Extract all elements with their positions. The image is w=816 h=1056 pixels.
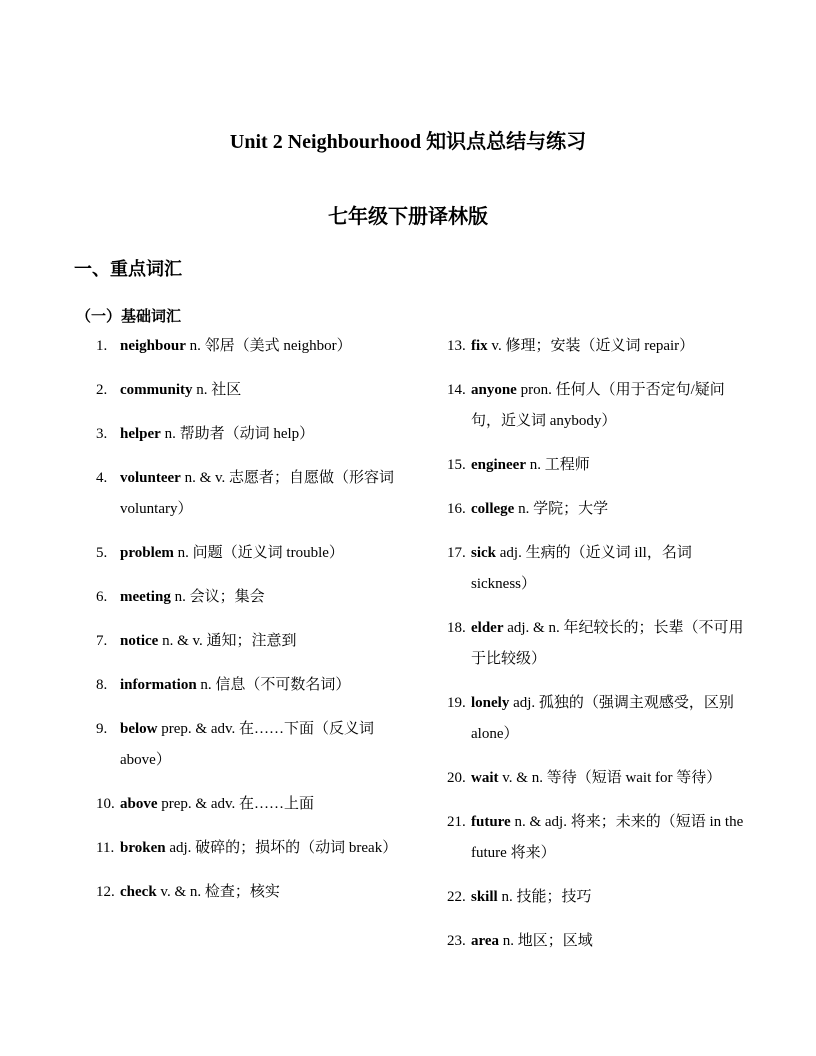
vocab-definition: adj. 孤独的（强调主观感受，区别 alone） — [471, 695, 734, 742]
vocab-word: helper — [120, 426, 161, 442]
vocab-number: 3. — [96, 426, 108, 442]
vocab-number: 19. — [447, 695, 466, 711]
vocab-definition: n. 问题（近义词 trouble） — [173, 545, 344, 561]
vocab-definition: n. & v. 志愿者；自愿做（形容词 voluntary） — [120, 470, 395, 517]
vocab-definition: n. 工程师 — [525, 457, 590, 473]
vocab-item — [96, 582, 406, 613]
vocab-number: 6. — [96, 589, 108, 605]
vocab-item — [96, 789, 406, 820]
vocab-item — [447, 688, 747, 750]
vocab-word: anyone — [471, 382, 517, 398]
vocab-number: 16. — [447, 501, 466, 517]
vocab-definition: v. & n. 检查；核实 — [156, 884, 280, 900]
vocab-item — [447, 882, 747, 913]
vocab-word: fix — [471, 338, 488, 354]
vocab-word: notice — [120, 633, 159, 649]
document-title: Unit 2 Neighbourhood 知识点总结与练习 — [229, 131, 587, 153]
vocab-word: sick — [471, 545, 497, 561]
vocab-item — [96, 877, 406, 908]
vocab-word: area — [471, 933, 500, 949]
vocab-item — [96, 670, 406, 701]
vocab-number: 5. — [96, 545, 108, 561]
vocab-definition: n. 学院；大学 — [514, 501, 609, 517]
vocab-number: 21. — [447, 814, 466, 830]
document-subtitle: 七年级下册译林版 — [328, 206, 488, 228]
vocab-definition: n. 邻居（美式 neighbor） — [185, 338, 352, 354]
vocab-definition: n. 会议；集会 — [170, 589, 265, 605]
vocab-number: 10. — [96, 796, 115, 812]
vocab-number: 20. — [447, 770, 466, 786]
vocab-number: 23. — [447, 933, 466, 949]
vocab-item — [447, 926, 747, 957]
vocab-definition: adj. & n. 年纪较长的；长辈（不可用于比较级） — [471, 620, 744, 667]
vocab-number: 8. — [96, 677, 108, 693]
vocab-number: 2. — [96, 382, 108, 398]
vocab-word: information — [120, 677, 197, 693]
vocab-word: neighbour — [120, 338, 186, 354]
vocab-definition: prep. & adv. 在……上面 — [157, 796, 315, 812]
vocab-word: community — [120, 382, 193, 398]
vocab-word: broken — [120, 840, 166, 856]
vocab-definition: n. 地区；区域 — [499, 933, 593, 949]
vocab-number: 11. — [96, 840, 115, 856]
vocab-definition: n. 信息（不可数名词） — [196, 677, 351, 693]
vocab-item — [447, 331, 747, 362]
vocab-word: volunteer — [120, 470, 181, 486]
vocab-item — [96, 626, 406, 657]
vocab-word: below — [120, 721, 158, 737]
vocab-definition: n. 社区 — [192, 382, 242, 398]
vocab-number: 13. — [447, 338, 466, 354]
vocab-definition: n. & v. 通知；注意到 — [158, 633, 297, 649]
vocab-definition: adj. 生病的（近义词 ill，名词 sickness） — [471, 545, 692, 592]
vocab-word: engineer — [471, 457, 526, 473]
vocab-definition: pron. 任何人（用于否定句/疑问句，近义词 anybody） — [471, 382, 725, 429]
vocab-item — [96, 538, 406, 569]
vocab-number: 12. — [96, 884, 115, 900]
vocab-item — [447, 494, 747, 525]
vocab-item — [96, 375, 406, 406]
vocab-number: 9. — [96, 721, 108, 737]
vocab-item — [447, 538, 747, 600]
vocab-item — [96, 833, 406, 864]
vocab-word: skill — [471, 889, 498, 905]
vocab-definition: n. & adj. 将来；未来的（短语 in the future 将来） — [471, 814, 744, 861]
vocab-item — [96, 714, 406, 776]
vocab-item — [96, 463, 406, 525]
vocab-word: problem — [120, 545, 174, 561]
vocab-word: lonely — [471, 695, 510, 711]
vocab-number: 14. — [447, 382, 466, 398]
vocab-word: above — [120, 796, 158, 812]
vocab-word: wait — [471, 770, 499, 786]
vocab-definition: n. 技能；技巧 — [497, 889, 592, 905]
vocab-item — [96, 419, 406, 450]
vocab-number: 4. — [96, 470, 108, 486]
vocab-item — [96, 331, 406, 362]
vocab-item — [447, 450, 747, 481]
section-heading: 一、重点词汇 — [74, 259, 182, 279]
vocab-definition: v. & n. 等待（短语 wait for 等待） — [498, 770, 722, 786]
vocab-item — [447, 763, 747, 794]
vocab-word: future — [471, 814, 511, 830]
vocab-item — [447, 613, 747, 675]
vocab-list-right — [447, 331, 747, 970]
vocab-definition: v. 修理；安装（近义词 repair） — [487, 338, 695, 354]
vocab-number: 15. — [447, 457, 466, 473]
vocab-word: college — [471, 501, 515, 517]
vocab-number: 1. — [96, 338, 108, 354]
vocab-item — [447, 375, 747, 437]
vocab-word: check — [120, 884, 157, 900]
vocab-number: 22. — [447, 889, 466, 905]
vocab-number: 17. — [447, 545, 466, 561]
vocab-definition: prep. & adv. 在……下面（反义词 above） — [120, 721, 375, 768]
vocab-word: elder — [471, 620, 504, 636]
vocab-list-left — [96, 331, 406, 921]
vocab-definition: adj. 破碎的；损坏的（动词 break） — [165, 840, 398, 856]
vocab-number: 18. — [447, 620, 466, 636]
vocab-definition: n. 帮助者（动词 help） — [160, 426, 315, 442]
vocab-word: meeting — [120, 589, 171, 605]
vocab-item — [447, 807, 747, 869]
subsection-heading: （一）基础词汇 — [76, 309, 182, 325]
vocab-number: 7. — [96, 633, 108, 649]
